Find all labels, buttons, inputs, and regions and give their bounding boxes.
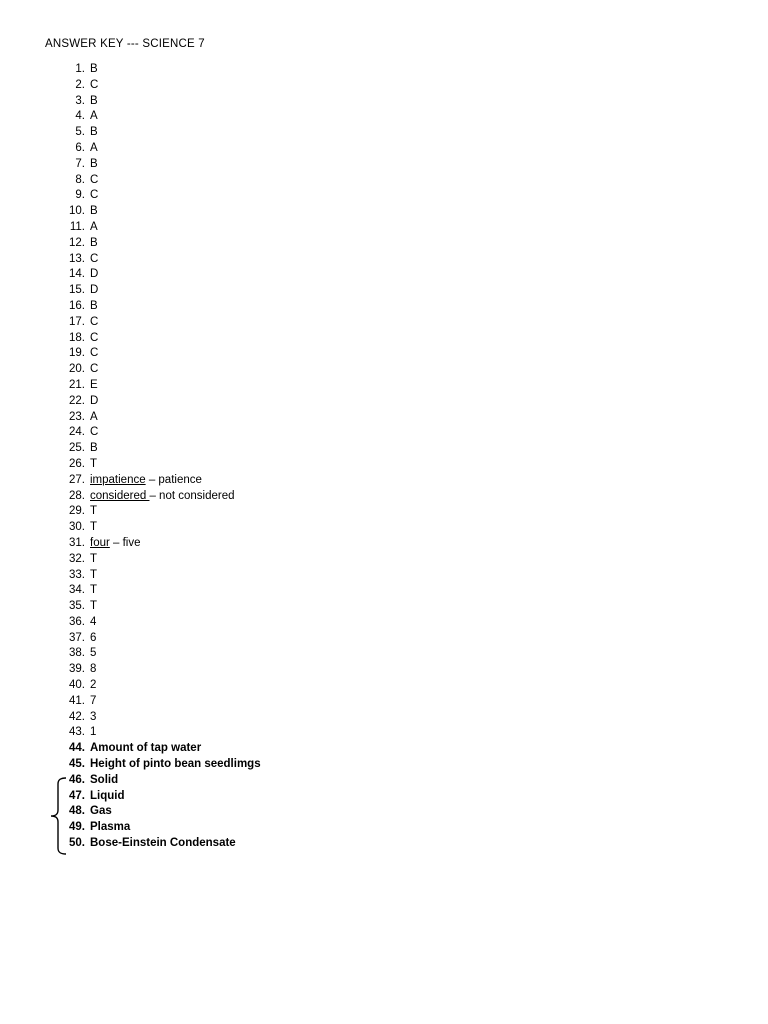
item-number: 13. — [69, 252, 85, 265]
item-number: 2. — [75, 78, 85, 91]
item-number: 32. — [69, 552, 85, 565]
answer-row — [0, 425, 768, 441]
answer-row — [0, 173, 768, 189]
item-answer: Gas — [90, 805, 112, 818]
answer-row — [0, 678, 768, 694]
item-number: 6. — [75, 141, 85, 154]
item-number: 15. — [69, 284, 85, 297]
answer-row — [0, 362, 768, 378]
item-answer: 4 — [90, 615, 97, 628]
item-answer: B — [90, 126, 98, 139]
item-answer: 5 — [90, 647, 97, 660]
item-number: 9. — [75, 189, 85, 202]
item-answer: Amount of tap water — [90, 742, 202, 755]
answer-row — [0, 804, 768, 820]
correction-text: – five — [109, 536, 141, 549]
answer-row — [0, 568, 768, 584]
answer-row — [0, 394, 768, 410]
grouping-brace-icon — [48, 776, 68, 856]
item-answer: T — [90, 584, 98, 597]
answer-row — [0, 299, 768, 315]
item-number: 14. — [69, 268, 85, 281]
item-number: 3. — [75, 94, 85, 107]
item-answer: D — [90, 268, 99, 281]
item-answer: A — [90, 410, 98, 423]
item-number: 29. — [69, 505, 85, 518]
answer-row — [0, 694, 768, 710]
item-number: 16. — [69, 299, 85, 312]
item-answer: Plasma — [90, 821, 131, 834]
answer-row — [0, 252, 768, 268]
item-number: 18. — [69, 331, 85, 344]
answer-row — [0, 188, 768, 204]
item-answer — [90, 473, 202, 489]
item-number: 37. — [69, 631, 85, 644]
item-number: 20. — [69, 363, 85, 376]
answer-row — [0, 725, 768, 741]
item-number: 1. — [75, 63, 85, 75]
answer-row — [0, 820, 768, 836]
answer-row — [0, 94, 768, 110]
answer-row — [0, 473, 768, 489]
item-answer: T — [90, 521, 98, 534]
item-answer: 1 — [90, 726, 97, 739]
item-number: 49. — [69, 821, 85, 834]
item-answer: Solid — [90, 773, 119, 786]
answer-row — [0, 346, 768, 362]
item-answer: C — [90, 173, 99, 186]
item-answer — [90, 536, 141, 552]
item-answer: C — [90, 78, 99, 91]
item-answer: T — [90, 600, 98, 613]
item-answer — [90, 489, 235, 505]
item-answer: D — [90, 284, 99, 297]
item-number: 31. — [69, 536, 85, 549]
item-number: 27. — [69, 473, 85, 486]
answer-row — [0, 267, 768, 283]
item-answer: 8 — [90, 663, 97, 676]
item-answer: C — [90, 363, 99, 376]
answer-row — [0, 504, 768, 520]
item-number: 30. — [69, 521, 85, 534]
item-answer: C — [90, 347, 99, 360]
item-number: 4. — [75, 110, 85, 123]
answer-row — [0, 646, 768, 662]
item-answer: 7 — [90, 694, 97, 707]
item-answer: 3 — [90, 710, 97, 723]
item-answer: C — [90, 315, 99, 328]
answer-row — [0, 710, 768, 726]
item-number: 39. — [69, 663, 85, 676]
item-number: 17. — [69, 315, 85, 328]
item-answer: Bose-Einstein Condensate — [90, 837, 236, 850]
answer-row — [0, 836, 768, 852]
item-number: 42. — [69, 710, 85, 723]
answer-row — [0, 220, 768, 236]
item-number: 47. — [69, 789, 85, 802]
answer-list — [0, 62, 768, 852]
item-answer: B — [90, 442, 98, 455]
item-answer: B — [90, 94, 98, 107]
correction-text: – patience — [145, 473, 202, 486]
item-number: 45. — [69, 758, 85, 771]
answer-row — [0, 125, 768, 141]
item-answer: C — [90, 331, 99, 344]
item-number: 24. — [69, 426, 85, 439]
item-number: 5. — [75, 126, 85, 139]
answer-row — [0, 141, 768, 157]
item-number: 26. — [69, 457, 85, 470]
item-answer: T — [90, 568, 98, 581]
item-number: 12. — [69, 236, 85, 249]
underlined-word: considered — [90, 489, 150, 502]
answer-row — [0, 583, 768, 599]
item-number: 11. — [69, 220, 85, 233]
item-number: 23. — [69, 410, 85, 423]
item-answer: A — [90, 141, 98, 154]
underlined-word: impatience — [90, 473, 146, 486]
item-number: 36. — [69, 615, 85, 628]
item-number: 22. — [69, 394, 85, 407]
answer-row — [0, 662, 768, 678]
answer-row — [0, 236, 768, 252]
item-number: 25. — [69, 442, 85, 455]
answer-row — [0, 773, 768, 789]
answer-row — [0, 536, 768, 552]
item-answer: 6 — [90, 631, 97, 644]
item-answer: Liquid — [90, 789, 125, 802]
answer-row — [0, 331, 768, 347]
answer-row — [0, 315, 768, 331]
answer-row — [0, 789, 768, 805]
item-answer: B — [90, 63, 98, 75]
item-answer: C — [90, 426, 99, 439]
item-number: 46. — [69, 773, 85, 786]
answer-row — [0, 157, 768, 173]
item-number: 35. — [69, 600, 85, 613]
answer-row — [0, 615, 768, 631]
item-answer: C — [90, 252, 99, 265]
item-answer: A — [90, 110, 98, 123]
item-answer: T — [90, 552, 98, 565]
item-number: 21. — [69, 378, 85, 391]
item-answer: D — [90, 394, 99, 407]
answer-row — [0, 631, 768, 647]
answer-row — [0, 283, 768, 299]
item-number: 8. — [75, 173, 85, 186]
answer-row — [0, 78, 768, 94]
answer-row — [0, 520, 768, 536]
item-number: 43. — [69, 726, 85, 739]
answer-row — [0, 599, 768, 615]
answer-row — [0, 741, 768, 757]
item-answer: E — [90, 378, 98, 391]
answer-row — [0, 204, 768, 220]
item-answer: B — [90, 205, 98, 218]
item-number: 28. — [69, 489, 85, 502]
item-number: 38. — [69, 647, 85, 660]
page-title: ANSWER KEY --- SCIENCE 7 — [45, 38, 205, 50]
item-number: 40. — [69, 679, 85, 692]
item-number: 50. — [69, 837, 85, 850]
item-answer: B — [90, 157, 98, 170]
item-number: 41. — [69, 694, 85, 707]
item-answer: 2 — [90, 679, 97, 692]
answer-row — [0, 410, 768, 426]
item-answer: A — [90, 220, 98, 233]
item-number: 44. — [69, 742, 85, 755]
answer-row — [0, 441, 768, 457]
correction-text: – not considered — [149, 489, 235, 502]
item-number: 10. — [69, 205, 85, 218]
item-number: 33. — [69, 568, 85, 581]
item-answer: B — [90, 236, 98, 249]
item-number: 7. — [75, 157, 85, 170]
answer-row — [0, 757, 768, 773]
item-answer: T — [90, 505, 98, 518]
item-number: 34. — [69, 584, 85, 597]
item-number: 48. — [69, 805, 85, 818]
answer-row — [0, 109, 768, 125]
item-number: 19. — [69, 347, 85, 360]
item-answer: Height of pinto bean seedlimgs — [90, 758, 261, 771]
underlined-word: four — [90, 536, 110, 549]
item-answer: B — [90, 299, 98, 312]
item-answer: C — [90, 189, 99, 202]
answer-row — [0, 552, 768, 568]
answer-row — [0, 62, 768, 78]
answer-row — [0, 457, 768, 473]
item-answer: T — [90, 457, 98, 470]
answer-row — [0, 489, 768, 505]
answer-row — [0, 378, 768, 394]
